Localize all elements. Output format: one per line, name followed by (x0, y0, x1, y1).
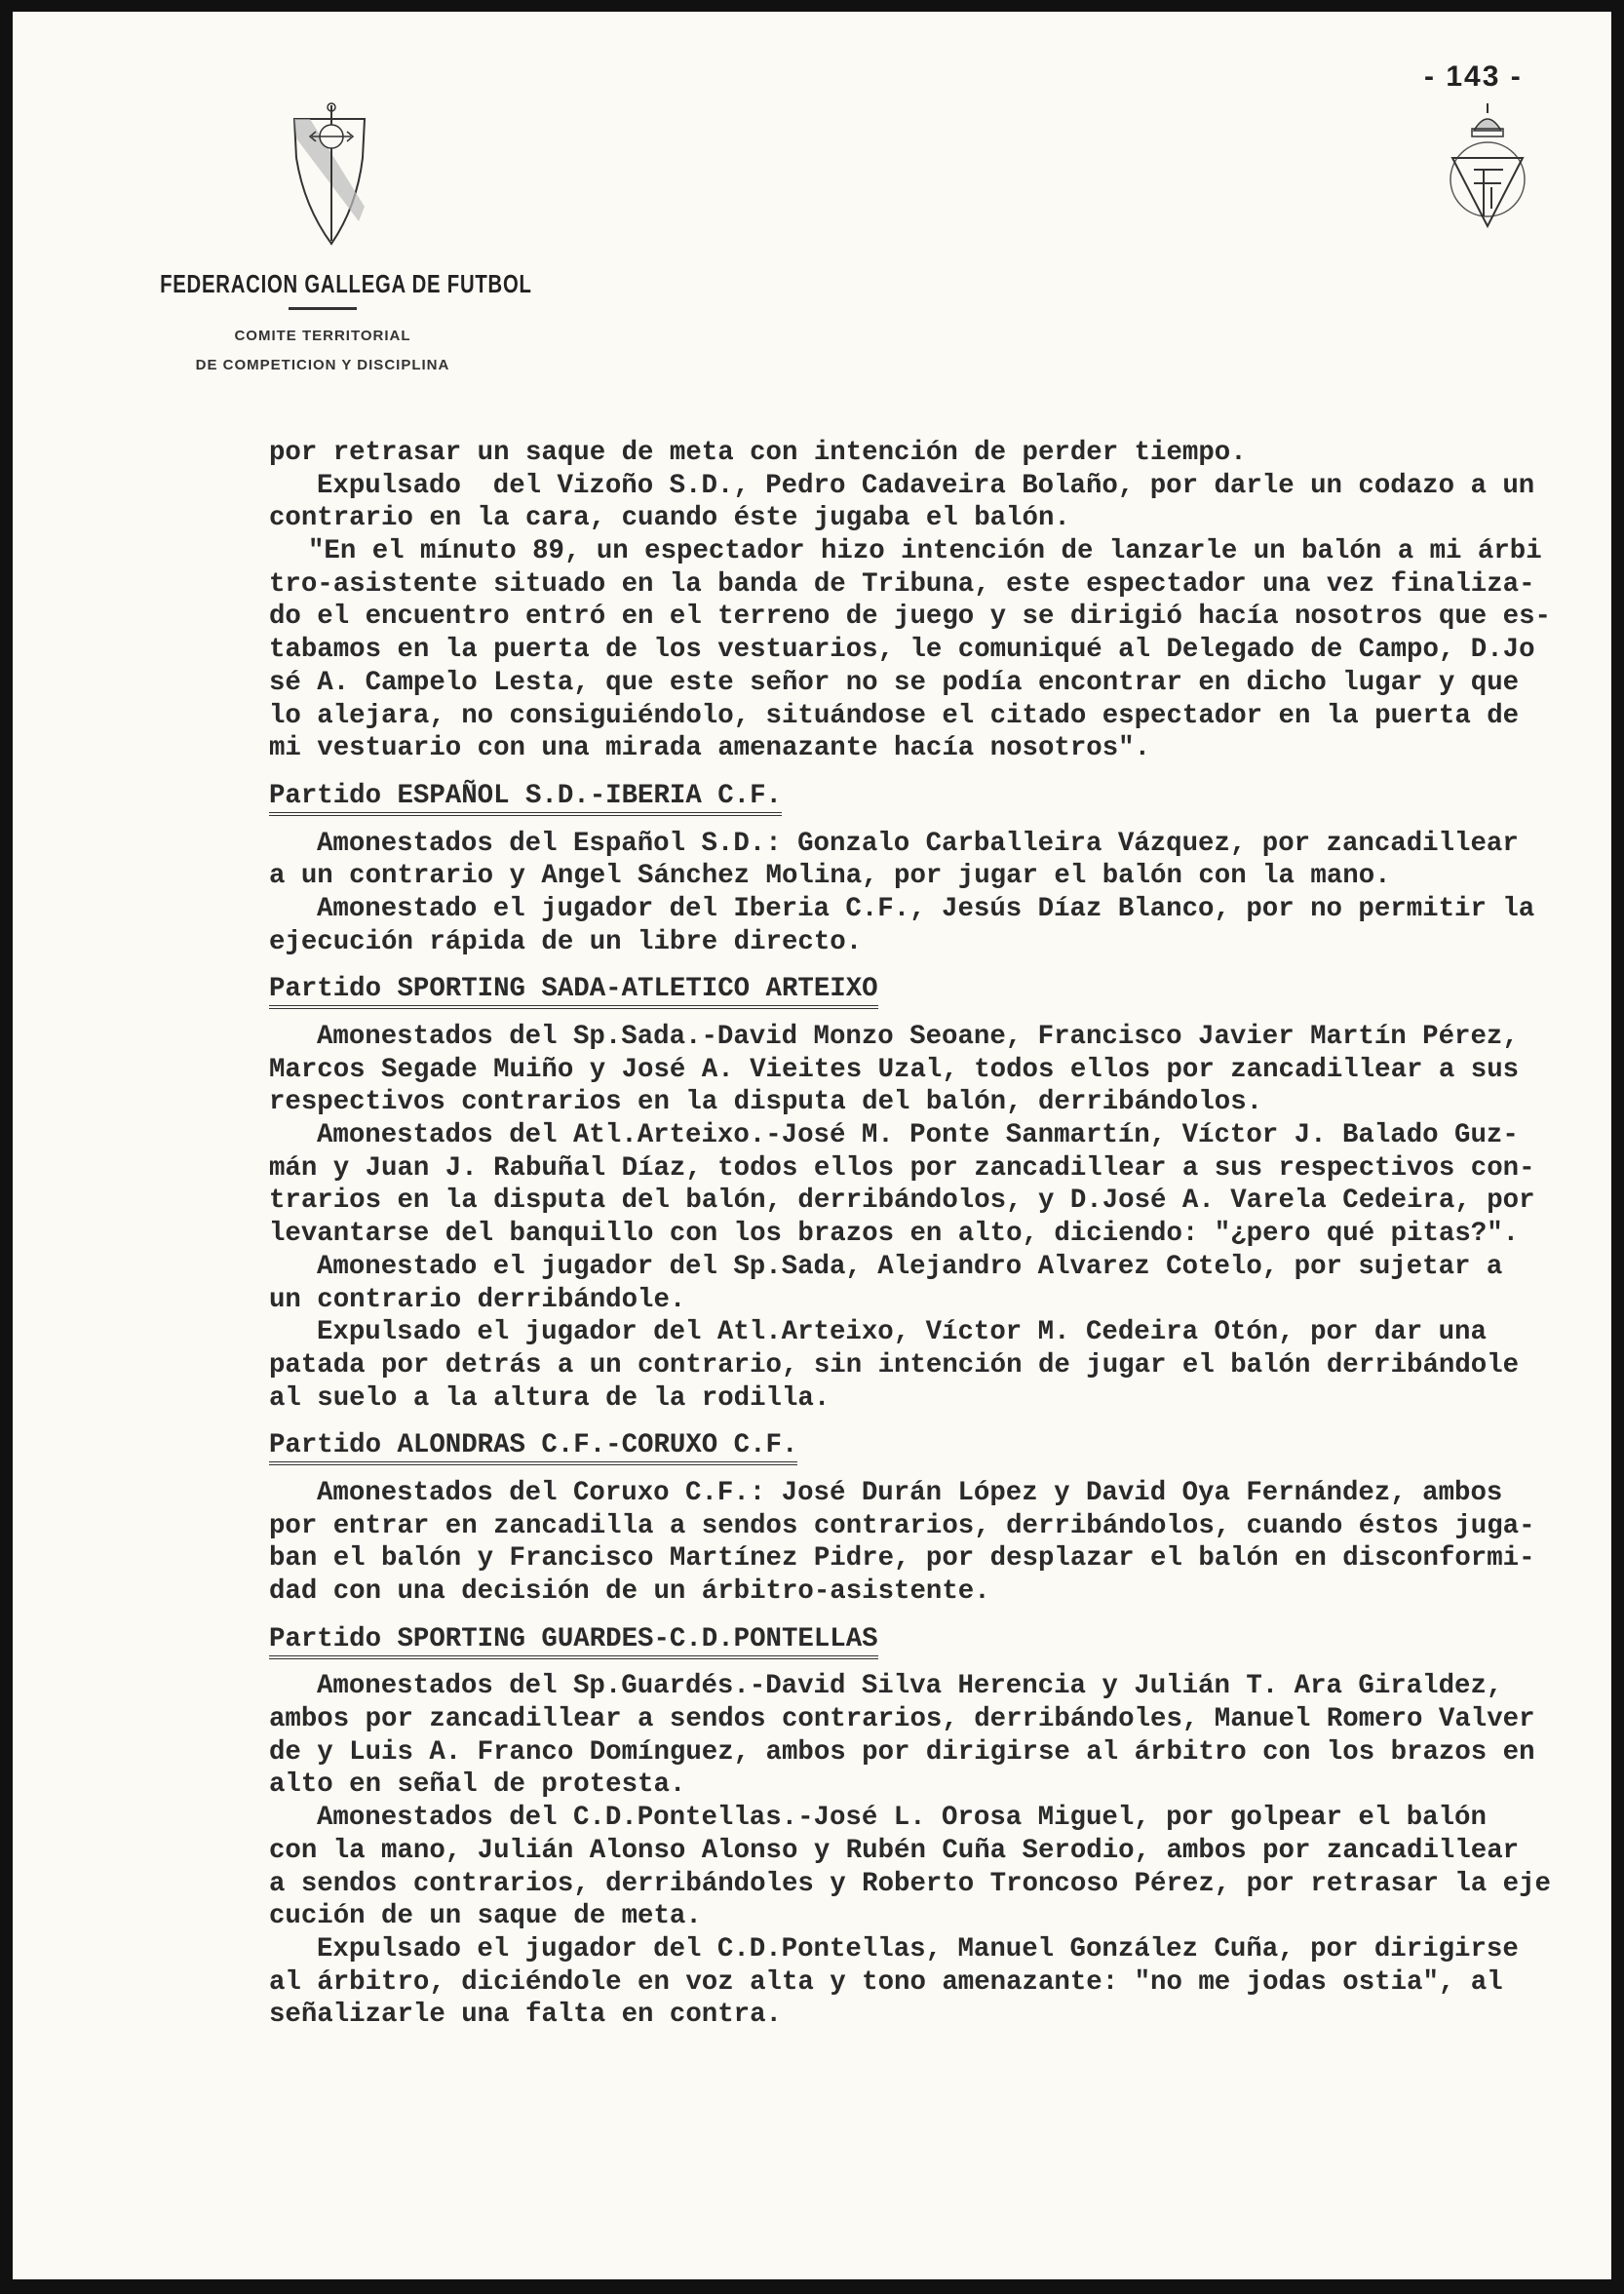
document-page (13, 12, 1611, 2279)
paragraph (269, 470, 1575, 535)
paragraph (269, 1251, 1575, 1316)
match-heading (269, 1623, 1575, 1656)
text-line: ambos por zancadillear a sendos contrarios, derribándoles, Manuel Romero Valver (269, 1704, 1535, 1735)
text-line: "En el mínuto 89, un espectador hizo intención de lanzarle un balón a mi árbi (308, 536, 1542, 567)
paragraph (269, 437, 1575, 470)
spanish-federation-emblem-icon (1445, 99, 1530, 231)
text-line: Expulsado el jugador del C.D.Pontellas, Manuel González Cuña, por dirigirse (317, 1933, 1519, 1964)
paragraph (269, 535, 1575, 765)
text-line: Amonestados del C.D.Pontellas.-José L. Orosa Miguel, por golpear el balón (317, 1803, 1487, 1834)
text-line: ejecución rápida de un libre directo. (269, 926, 863, 957)
text-line: por entrar en zancadilla a sendos contrarios, derribándolos, cuando éstos juga- (269, 1510, 1535, 1541)
text-line: sé A. Campelo Lesta, que este señor no se podía encontrar en dicho lugar y que (269, 667, 1520, 698)
text-line: do el encuentro entró en el terreno de juego y se dirigió hacía nosotros que es- (269, 602, 1551, 633)
text-line: dad con una decisión de un árbitro-asistente. (269, 1576, 990, 1607)
text-line: Amonestados del Coruxo C.F.: José Durán López y David Oya Fernández, ambos (317, 1477, 1503, 1508)
galician-federation-shield-icon (289, 99, 370, 246)
text-line: al árbitro, diciéndole en voz alta y tono amenazante: "no me jodas ostia", al (269, 1966, 1503, 1998)
text-line: un contrario derribándole. (269, 1284, 686, 1315)
paragraph (269, 1477, 1575, 1609)
match-heading (269, 780, 1575, 813)
text-line: mán y Juan J. Rabuñal Díaz, todos ellos por zancadillear a sus respectivos con- (269, 1152, 1535, 1184)
text-line: a sendos contrarios, derribándoles y Roberto Troncoso Pérez, por retrasar la eje (269, 1868, 1551, 1899)
document-body (269, 437, 1575, 2032)
text-line: Marcos Segade Muiño y José A. Vieites Uzal, todos ellos por zancadillear a sus (269, 1054, 1520, 1085)
match-heading-text: Partido SPORTING GUARDES-C.D.PONTELLAS (269, 1624, 878, 1659)
text-line: respectivos contrarios en la disputa del balón, derribándolos. (269, 1087, 1263, 1118)
match-heading (269, 1429, 1575, 1462)
text-line: Amonestados del Atl.Arteixo.-José M. Ponte Sanmartín, Víctor J. Balado Guz- (317, 1120, 1519, 1151)
text-line: señalizarle una falta en contra. (269, 2000, 782, 2031)
match-heading-text: Partido SPORTING SADA-ATLETICO ARTEIXO (269, 974, 878, 1009)
text-line: contrario en la cara, cuando éste jugaba el balón. (269, 503, 1070, 534)
text-line: cución de un saque de meta. (269, 1901, 702, 1932)
text-line: de y Luis A. Franco Domínguez, ambos por dirigirse al árbitro con los brazos en (269, 1736, 1535, 1768)
text-line: mi vestuario con una mirada amenazante hacía nosotros". (269, 733, 1151, 764)
committee-line-1: COMITE TERRITORIAL (234, 328, 411, 344)
committee-line-2: DE COMPETICION Y DISCIPLINA (195, 357, 450, 373)
text-line: Amonestado el jugador del Sp.Sada, Alejandro Alvarez Cotelo, por sujetar a (317, 1251, 1503, 1282)
paragraph (269, 1670, 1575, 1802)
text-line: por retrasar un saque de meta con intención de perder tiempo. (269, 438, 1247, 468)
text-line: Amonestados del Sp.Guardés.-David Silva Herencia y Julián T. Ara Giraldez, (317, 1671, 1503, 1702)
organization-name: FEDERACION GALLEGA DE FUTBOL (160, 269, 532, 298)
paragraph (269, 1316, 1575, 1415)
paragraph (269, 1021, 1575, 1119)
page-number: - 143 - (1424, 60, 1523, 93)
text-line: lo alejara, no consiguiéndolo, situándose el citado espectador en la puerta de (269, 700, 1520, 731)
text-line: a un contrario y Angel Sánchez Molina, por jugar el balón con la mano. (269, 861, 1391, 892)
text-line: ban el balón y Francisco Martínez Pidre, por desplazar el balón en disconformi- (269, 1543, 1535, 1575)
text-line: tro-asistente situado en la banda de Tribuna, este espectador una vez finaliza- (269, 568, 1535, 600)
text-line: patada por detrás a un contrario, sin intención de jugar el balón derribándole (269, 1349, 1520, 1380)
text-line: con la mano, Julián Alonso Alonso y Rubén Cuña Serodio, ambos por zancadillear (269, 1835, 1520, 1866)
text-line: tabamos en la puerta de los vestuarios, le comuniqué al Delegado de Campo, D.Jo (269, 635, 1535, 666)
text-line: levantarse del banquillo con los brazos en alto, diciendo: "¿pero qué pitas?". (269, 1219, 1520, 1250)
text-line: Expulsado del Vizoño S.D., Pedro Cadaveira Bolaño, por darle un codazo a un (317, 470, 1535, 501)
text-line: Amonestados del Español S.D.: Gonzalo Carballeira Vázquez, por zancadillear (317, 828, 1519, 859)
match-heading-text: Partido ALONDRAS C.F.-CORUXO C.F. (269, 1430, 797, 1465)
text-line: trarios en la disputa del balón, derribándolos, y D.José A. Varela Cedeira, por (269, 1186, 1535, 1217)
text-line: alto en señal de protesta. (269, 1769, 686, 1801)
text-line: Expulsado el jugador del Atl.Arteixo, Víctor M. Cedeira Otón, por dar una (317, 1317, 1487, 1348)
text-line: al suelo a la altura de la rodilla. (269, 1382, 831, 1414)
paragraph (269, 893, 1575, 958)
match-heading (269, 973, 1575, 1006)
paragraph (269, 1802, 1575, 1933)
match-heading-text: Partido ESPAÑOL S.D.-IBERIA C.F. (269, 781, 782, 816)
paragraph (269, 1933, 1575, 2032)
letterhead-divider (289, 307, 357, 310)
text-line: Amonestados del Sp.Sada.-David Monzo Seoane, Francisco Javier Martín Pérez, (317, 1022, 1519, 1052)
text-line: Amonestado el jugador del Iberia C.F., Jesús Díaz Blanco, por no permitir la (317, 893, 1535, 924)
paragraph (269, 1119, 1575, 1251)
paragraph (269, 828, 1575, 893)
